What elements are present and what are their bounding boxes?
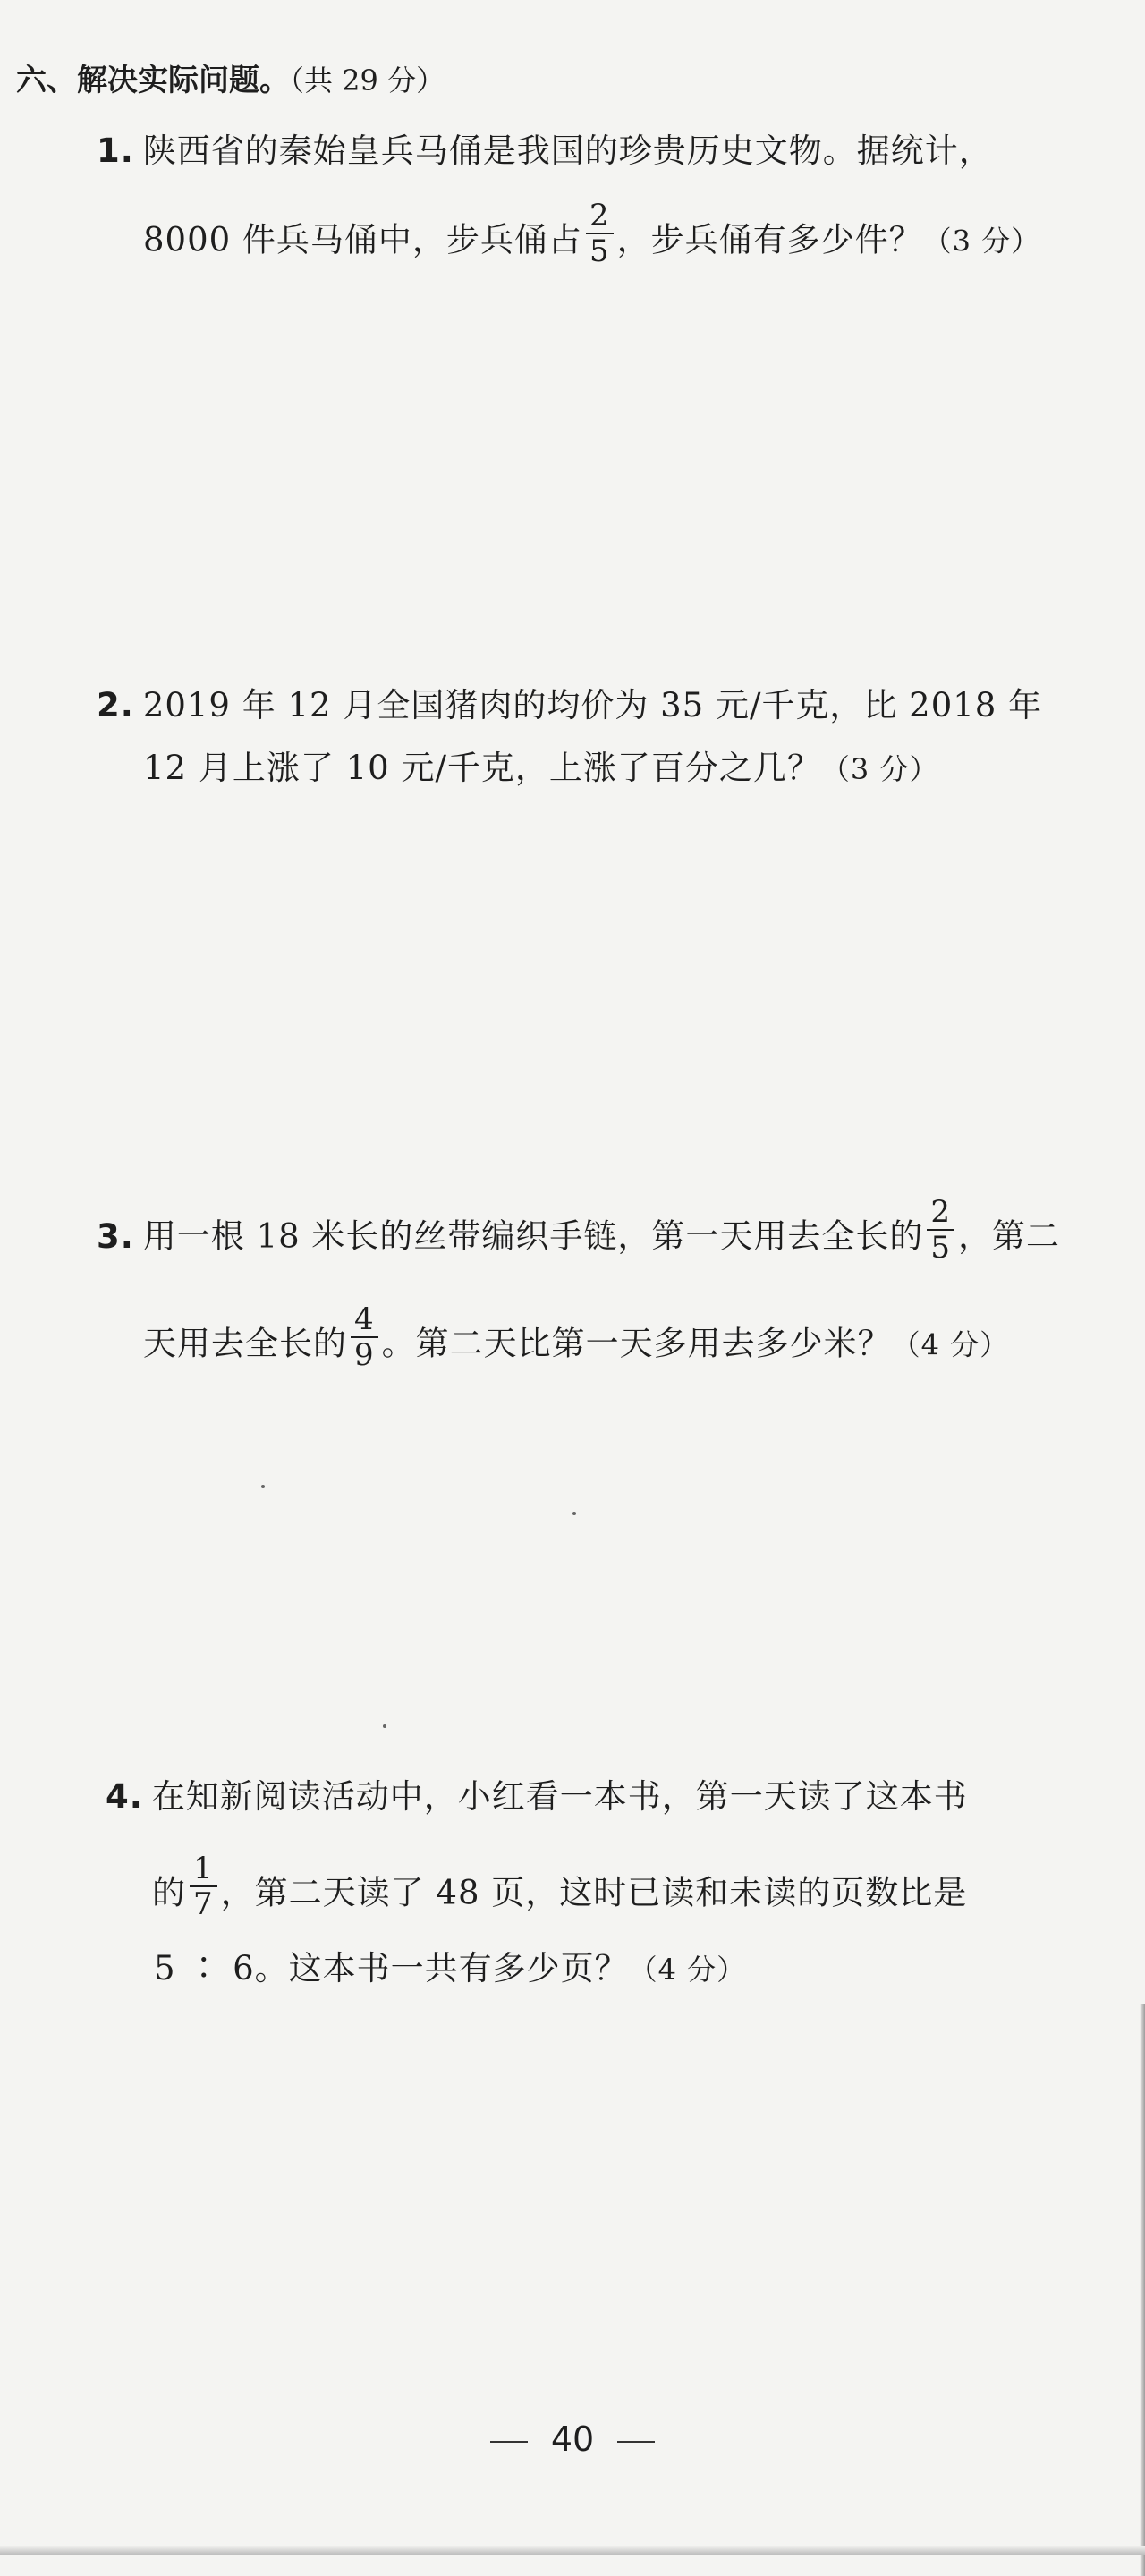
fraction-numerator: 1 [190, 1853, 217, 1887]
section-points: （共 29 分） [290, 64, 445, 97]
question-3-score: （4 分） [891, 1327, 1010, 1362]
scan-bottom-shadow [0, 2546, 1145, 2555]
question-3-text: 用一根 18 米长的丝带编织手链，第一天用去全长的 [142, 1216, 924, 1256]
question-3-text-cont: 天用去全长的 [143, 1324, 347, 1363]
question-2-number: 2. [97, 686, 134, 724]
question-1-text-end: ，步兵俑有多少件？ [616, 220, 923, 259]
page-number [0, 2419, 1145, 2459]
question-3-line-1 [97, 1194, 1061, 1272]
fraction-denominator: 5 [589, 233, 610, 269]
fraction-numerator: 2 [586, 200, 614, 234]
question-3-text-end: ，第二 [958, 1216, 1061, 1256]
section-title [16, 55, 445, 99]
question-2-text: 2019 年 12 月全国猪肉的均价为 35 元/千克，比 2018 年 [142, 686, 1043, 724]
fraction [927, 1194, 954, 1266]
question-4-line-2 [152, 1851, 968, 1928]
question-4-score: （4 分） [628, 1953, 747, 1987]
question-4-text-end: ，第二天读了 48 页，这时已读和未读的页数比是 [220, 1873, 968, 1912]
fraction-denominator: 9 [354, 1337, 375, 1373]
dash-right [617, 2441, 655, 2443]
speck [261, 1485, 265, 1488]
speck [572, 1512, 576, 1515]
fraction [586, 200, 614, 267]
dash-left [490, 2441, 528, 2443]
scan-edge-shadow [1140, 2004, 1145, 2576]
question-2-line-1 [97, 678, 1042, 726]
question-3-text-end: 。第二天比第一天多用去多少米？ [381, 1324, 892, 1363]
question-4-number: 4. [106, 1777, 143, 1816]
question-1-line-1 [97, 123, 993, 172]
question-2-score: （3 分） [820, 752, 939, 786]
fraction-numerator: 2 [927, 1197, 954, 1231]
fraction-numerator: 4 [351, 1304, 378, 1338]
fraction [351, 1301, 378, 1373]
question-3-number: 3. [97, 1216, 134, 1256]
question-4-text: 在知新阅读活动中，小红看一本书，第一天读了这本书 [151, 1777, 968, 1816]
question-1-line-2 [143, 198, 1041, 275]
question-1-number: 1. [97, 131, 134, 170]
question-4-text-cont: 的 [152, 1873, 186, 1912]
question-2-line-2 [143, 741, 938, 789]
question-4-text-last: 5 ∶ 6。这本书一共有多少页？ [154, 1949, 629, 1987]
question-4-line-3 [154, 1941, 746, 1989]
fraction-denominator: 5 [930, 1230, 952, 1266]
question-3-line-2 [143, 1301, 1010, 1379]
question-2-text-cont: 12 月上涨了 10 元/千克，上涨了百分之几？ [143, 749, 821, 787]
page-number-value: 40 [550, 2419, 595, 2459]
fraction-denominator: 7 [193, 1886, 214, 1922]
section-heading: 六、解决实际问题。 [16, 63, 290, 98]
speck [383, 1724, 386, 1728]
question-1-text-cont: 8000 件兵马俑中，步兵俑占 [143, 220, 582, 259]
fraction [190, 1851, 217, 1922]
question-4-line-1 [106, 1769, 968, 1818]
question-1-score: （3 分） [922, 224, 1041, 258]
question-1-text: 陕西省的秦始皇兵马俑是我国的珍贵历史文物。据统计， [142, 131, 993, 170]
